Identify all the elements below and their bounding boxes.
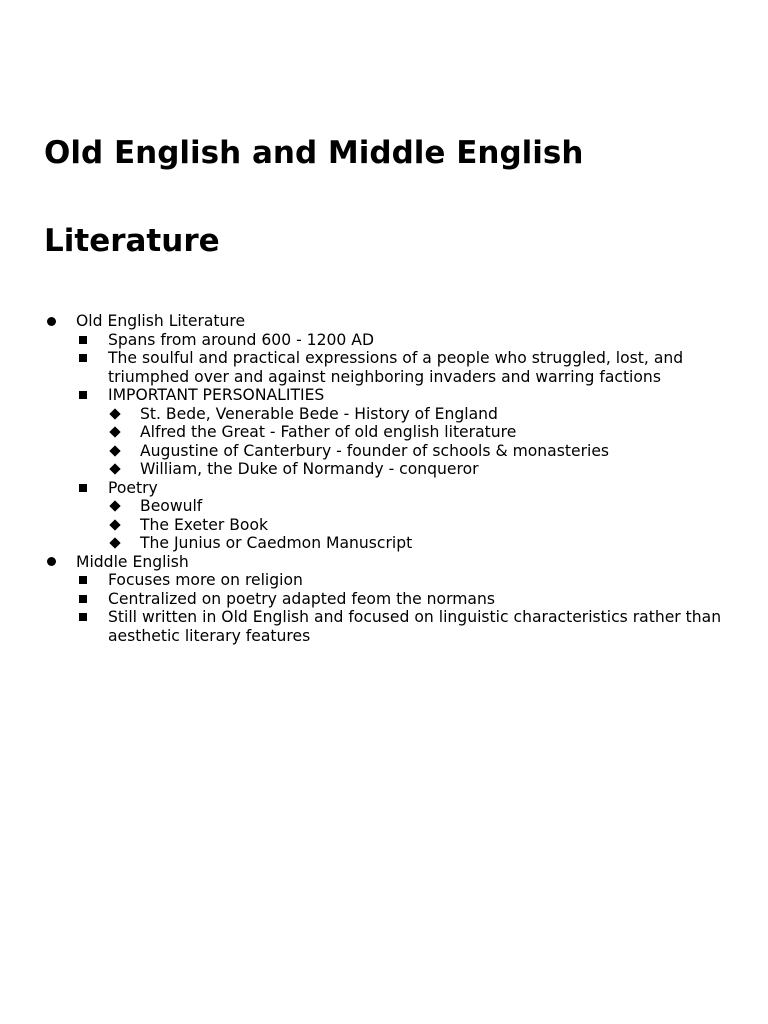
list-item-text: Poetry xyxy=(108,478,158,497)
list-item-text: Centralized on poetry adapted feom the normans xyxy=(108,589,495,608)
list-item xyxy=(44,534,724,553)
list-item xyxy=(44,423,724,442)
bullet-diamond-icon xyxy=(108,534,122,553)
list-item-old-english xyxy=(44,312,724,331)
list-item-text: Augustine of Canterbury - founder of schools & monasteries xyxy=(140,441,610,460)
bullet-diamond-icon xyxy=(108,405,122,424)
bullet-diamond-icon xyxy=(108,497,122,516)
bullet-square-icon xyxy=(76,608,90,627)
list-item xyxy=(44,442,724,461)
list-item xyxy=(44,331,724,350)
list-item-text: The soulful and practical expressions of a people who struggled, lost, and triumphed over and against neighboring invaders and warring factions xyxy=(108,349,684,386)
list-item xyxy=(44,608,724,645)
bullet-square-icon xyxy=(76,571,90,590)
bullet-square-icon xyxy=(76,590,90,609)
bullet-diamond-icon xyxy=(108,442,122,461)
list-item-poetry xyxy=(44,479,724,498)
list-item-text: Still written in Old English and focused on linguistic characteristics rather than aesthetic literary features xyxy=(108,608,722,645)
list-item xyxy=(44,460,724,479)
bullet-diamond-icon xyxy=(108,516,122,535)
list-item-text: Middle English xyxy=(76,552,189,571)
list-item-personalities xyxy=(44,386,724,405)
list-item xyxy=(44,516,724,535)
list-item-text: Spans from around 600 - 1200 AD xyxy=(108,330,374,349)
list-item xyxy=(44,590,724,609)
bullet-square-icon xyxy=(76,331,90,350)
list-item-text: William, the Duke of Normandy - conqueror xyxy=(140,460,479,478)
list-item-text: Focuses more on religion xyxy=(108,571,303,589)
bullet-diamond-icon xyxy=(108,423,122,442)
bullet-square-icon xyxy=(76,349,90,368)
bullet-dot-icon xyxy=(44,312,58,331)
list-item xyxy=(44,497,724,516)
list-item-text: The Exeter Book xyxy=(140,515,269,534)
page-title: Old English and Middle English Literature xyxy=(44,135,584,259)
list-item xyxy=(44,571,724,590)
bullet-diamond-icon xyxy=(108,460,122,479)
bullet-square-icon xyxy=(76,479,90,498)
bullet-square-icon xyxy=(76,386,90,405)
list-item-text: Alfred the Great - Father of old english literature xyxy=(140,423,517,441)
bullet-dot-icon xyxy=(44,553,58,572)
list-item xyxy=(44,349,724,386)
list-item-text: Old English Literature xyxy=(76,312,246,330)
list-item-text: The Junius or Caedmon Manuscript xyxy=(140,534,413,552)
list-item-middle-english xyxy=(44,553,724,572)
list-item xyxy=(44,405,724,424)
outline-list xyxy=(44,312,724,645)
list-item-text: Beowulf xyxy=(140,497,203,515)
list-item-text: St. Bede, Venerable Bede - History of England xyxy=(140,404,498,423)
list-item-text: IMPORTANT PERSONALITIES xyxy=(108,386,325,404)
